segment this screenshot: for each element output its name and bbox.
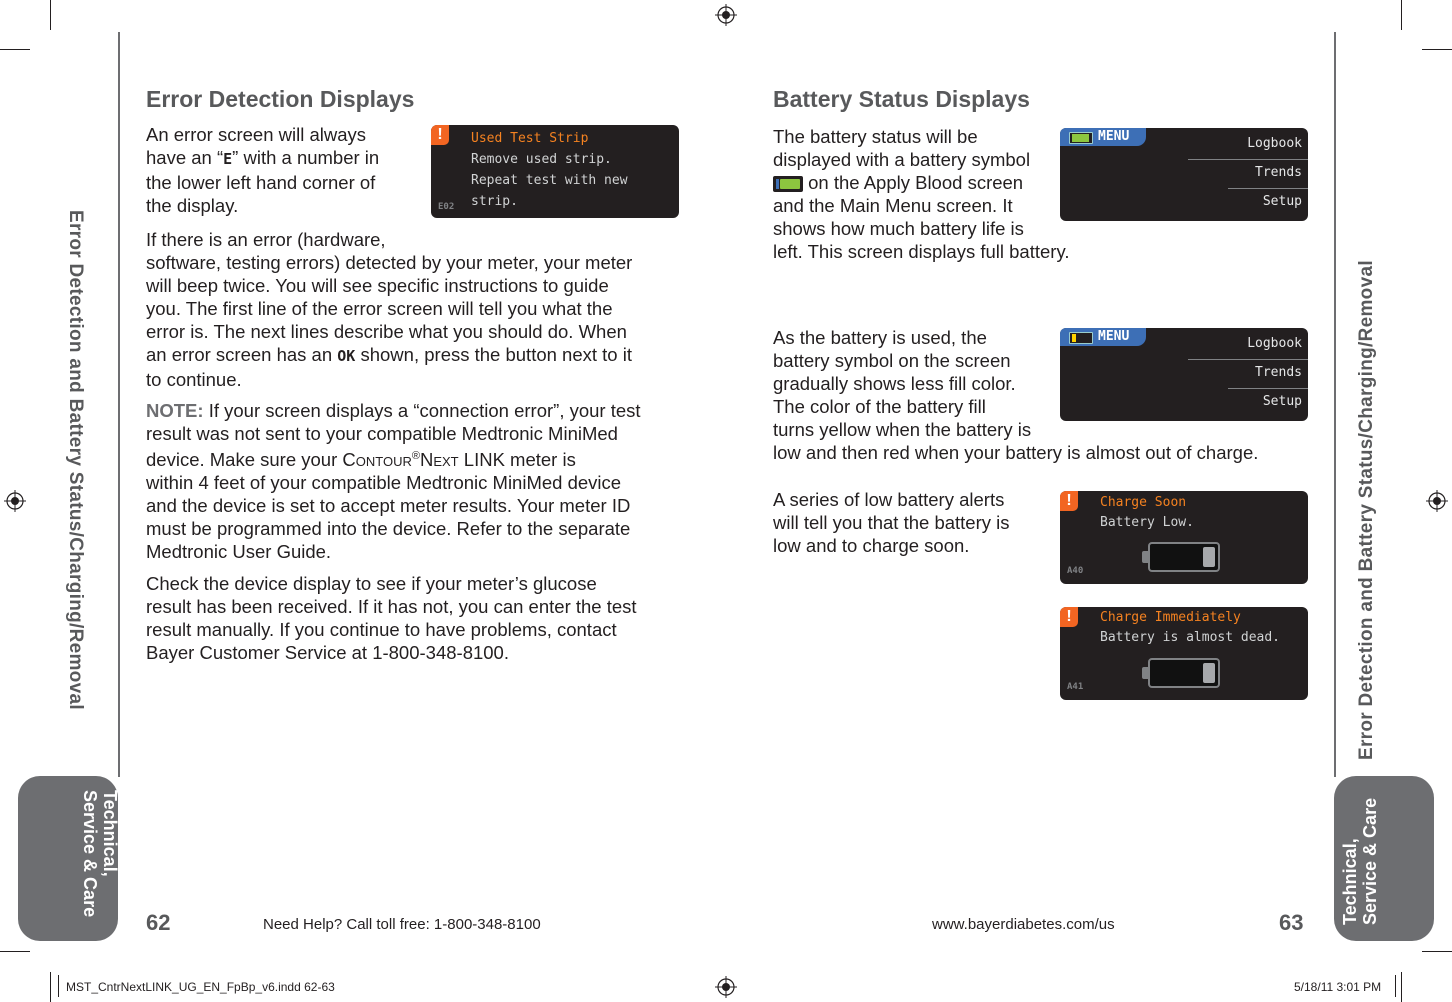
text-line: Bayer Customer Service at 1-800-348-8100.: [146, 642, 509, 663]
check-device-paragraph: [146, 572, 691, 664]
text-line: to continue.: [146, 369, 242, 390]
crop-mark: [0, 951, 30, 952]
text-run: ” with a number in: [232, 147, 380, 168]
crop-mark: [1422, 951, 1452, 952]
text-line: [146, 343, 686, 368]
menu-item-trends[interactable]: Trends: [1255, 365, 1302, 380]
text-line: turns yellow when the battery is: [773, 419, 1032, 440]
battery-intro-paragraph: [773, 125, 1103, 263]
menu-item-logbook[interactable]: Logbook: [1247, 336, 1302, 351]
right-section-tab-label: [1340, 798, 1380, 925]
text-line: [146, 146, 406, 171]
main-menu-screen-low-battery: [1060, 328, 1308, 421]
tab-label-line: Technical,: [100, 790, 120, 877]
error-detection-heading: Error Detection Displays: [146, 86, 415, 112]
text-line: The color of the battery fill: [773, 396, 986, 417]
text-line: the lower left hand corner of: [146, 172, 376, 193]
error-line: Repeat test with new: [471, 173, 628, 188]
registration-mark-icon: [715, 4, 737, 26]
text-line: Medtronic User Guide.: [146, 541, 332, 563]
text-line: low and then red when your battery is almost out of charge.: [773, 442, 1259, 463]
text-line: you. The first line of the error screen will tell you what the: [146, 298, 613, 319]
menu-tab: [1060, 328, 1146, 346]
error-line: Remove used strip.: [471, 152, 612, 167]
note-paragraph: [146, 399, 691, 563]
text-line: software, testing errors) detected by your meter, your meter: [146, 252, 633, 273]
alert-title: Charge Soon: [1100, 495, 1187, 510]
alert-title: Charge Immediately: [1100, 610, 1241, 625]
note-label: NOTE:: [146, 400, 204, 421]
text-line: and the device is set to accept meter results. Your meter ID: [146, 495, 631, 517]
ok-glyph: OK: [337, 347, 356, 365]
text-line: As the battery is used, the: [773, 327, 987, 348]
text-line: Check the device display to see if your meter’s glucose: [146, 573, 597, 594]
battery-empty-icon: [1148, 658, 1220, 688]
registered-mark: ®: [411, 450, 420, 462]
text-line: result was not sent to your compatible Medtronic MiniMed: [146, 423, 618, 444]
error-title: Used Test Strip: [471, 131, 589, 146]
menu-label: MENU: [1098, 129, 1130, 144]
alert-icon: !: [1060, 607, 1078, 627]
main-menu-screen-full-battery: [1060, 128, 1308, 221]
crop-mark: [1422, 49, 1452, 50]
left-vertical-title: Error Detection and Battery Status/Charging/Removal: [65, 210, 86, 710]
crop-mark: [1401, 0, 1402, 30]
menu-item-setup[interactable]: Setup: [1262, 394, 1302, 409]
text-line: left. This screen displays full battery.: [773, 241, 1070, 262]
footer-help: Need Help? Call toll free: 1-800-348-8100: [263, 916, 541, 933]
text-line: The battery status will be: [773, 126, 978, 147]
text-run: on the Apply Blood screen: [803, 172, 1024, 193]
crop-mark: [0, 49, 30, 50]
left-section-tab-label: [80, 790, 120, 917]
alert-screen-charge-soon: [1060, 491, 1308, 584]
menu-label: MENU: [1098, 329, 1130, 344]
alert-icon: !: [1060, 491, 1078, 511]
text-line: must be programmed into the device. Refer to the separate: [146, 518, 631, 540]
text-line: result has been received. If it has not, you can enter the test: [146, 596, 637, 617]
text-line: battery symbol on the screen: [773, 350, 1011, 371]
error-intro-paragraph: [146, 123, 406, 217]
brand-contour: Contour: [342, 449, 412, 471]
e-glyph: E: [223, 150, 233, 168]
text-line: displayed with a battery symbol: [773, 149, 1031, 170]
text-run: an error screen has an: [146, 344, 338, 365]
crop-mark: [50, 972, 51, 1002]
text-run: If your screen displays a “connection error”, your test: [203, 400, 641, 421]
tab-label-line: Technical,: [1340, 838, 1360, 925]
text-line: A series of low battery alerts: [773, 489, 1005, 510]
menu-item-setup[interactable]: Setup: [1262, 194, 1302, 209]
registration-mark-icon: [4, 490, 26, 512]
menu-tab: [1060, 128, 1146, 146]
text-line: the display.: [146, 195, 239, 216]
text-line: If there is an error (hardware,: [146, 229, 386, 250]
alert-line: Battery Low.: [1100, 515, 1194, 530]
menu-item-trends[interactable]: Trends: [1255, 165, 1302, 180]
footer-url[interactable]: www.bayerdiabetes.com/us: [932, 916, 1115, 933]
text-run: LINK meter is: [458, 449, 576, 471]
left-margin-rule: [118, 32, 120, 777]
page-number-left: 62: [146, 910, 171, 935]
text-line: An error screen will always: [146, 124, 367, 145]
battery-full-icon: [773, 176, 803, 192]
alert-code: A40: [1067, 566, 1084, 576]
slug-filename: MST_CntrNextLINK_UG_EN_FpBp_v6.indd 62-63: [66, 980, 335, 994]
slug-date: 5/18/11 3:01 PM: [1294, 980, 1382, 994]
brand-next: Next: [419, 449, 459, 471]
crop-mark: [1401, 972, 1402, 1002]
crop-mark: [50, 0, 51, 30]
text-line: low and to charge soon.: [773, 535, 970, 556]
text-line: within 4 feet of your compatible Medtronic MiniMed device: [146, 472, 622, 494]
battery-low-icon: [1148, 542, 1220, 572]
text-line: gradually shows less fill color.: [773, 373, 1016, 394]
text-line: will beep twice. You will see specific instructions to guide: [146, 275, 609, 296]
low-battery-alerts-paragraph: [773, 488, 1043, 557]
text-run: device. Make sure your: [146, 449, 343, 471]
text-run: have an “: [146, 147, 224, 168]
text-line: shows how much battery life is: [773, 218, 1024, 239]
tab-label-line: Service & Care: [1360, 797, 1380, 925]
alert-icon: !: [431, 125, 449, 145]
text-line: error is. The next lines describe what you should do. When: [146, 321, 627, 342]
menu-separator: [1228, 188, 1308, 189]
right-margin-rule: [1334, 32, 1336, 777]
tab-label-line: Service & Care: [80, 790, 100, 918]
menu-separator: [1188, 159, 1308, 160]
text-line: [773, 171, 1103, 194]
error-line: strip.: [471, 194, 518, 209]
alert-line: Battery is almost dead.: [1100, 630, 1281, 645]
text-line: [146, 445, 691, 471]
text-line: [146, 399, 691, 422]
menu-separator: [1188, 359, 1308, 360]
battery-low-icon: [1069, 332, 1093, 344]
text-run: shown, press the button next to it: [355, 344, 632, 365]
text-line: and the Main Menu screen. It: [773, 195, 1013, 216]
menu-item-logbook[interactable]: Logbook: [1247, 136, 1302, 151]
right-vertical-title: Error Detection and Battery Status/Charging/Removal: [1356, 260, 1377, 760]
error-screen-used-strip: [431, 125, 679, 218]
text-line: result manually. If you continue to have problems, contact: [146, 619, 617, 640]
text-line: will tell you that the battery is: [773, 512, 1010, 533]
alert-screen-charge-immediately: [1060, 607, 1308, 700]
page-number-right: 63: [1279, 910, 1304, 935]
error-description-paragraph: [146, 228, 686, 391]
registration-mark-icon: [1426, 490, 1448, 512]
battery-status-heading: Battery Status Displays: [773, 86, 1030, 112]
error-code: E02: [438, 202, 455, 212]
battery-full-icon: [1069, 132, 1093, 144]
menu-separator: [1228, 388, 1308, 389]
alert-code: A41: [1067, 682, 1084, 692]
